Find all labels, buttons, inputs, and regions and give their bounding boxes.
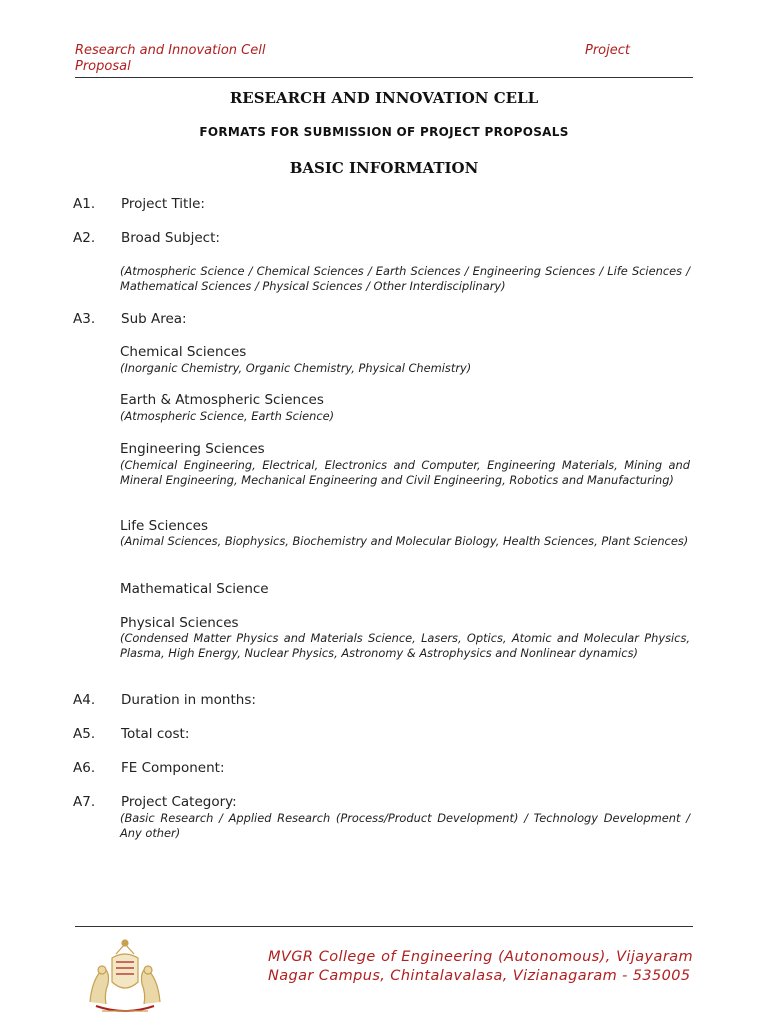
sub-area-title: Mathematical Science <box>120 581 269 597</box>
item-label: FE Component: <box>121 760 225 776</box>
header-left-continuation: Proposal <box>75 59 131 74</box>
item-label: Duration in months: <box>121 692 256 708</box>
header-right-text: Project <box>585 43 630 58</box>
formats-title: FORMATS FOR SUBMISSION OF PROJECT PROPOSALS <box>199 125 569 139</box>
main-title: RESEARCH AND INNOVATION CELL <box>229 89 539 107</box>
sub-area-note: (Animal Sciences, Biophysics, Biochemistry and Molecular Biology, Health Sciences, Plant Sciences) <box>120 534 689 548</box>
item-label: Project Title: <box>121 196 205 212</box>
sub-area-note: (Chemical Engineering, Electrical, Electronics and Computer, Engineering Materials, Mining and Mineral Engineering, Mechanical Engineering and Civil Engineering, Robotics and Manufacturing) <box>120 458 690 487</box>
section-title: BASIC INFORMATION <box>289 159 479 177</box>
item-label: Broad Subject: <box>121 230 220 246</box>
broad-subject-note: (Atmospheric Science / Chemical Sciences / Earth Sciences / Engineering Sciences / Life Sciences / Mathematical Sciences / Physical Sciences / Other Interdisciplinary) <box>120 264 690 293</box>
item-number: A7. <box>73 794 96 810</box>
sub-area-title: Chemical Sciences <box>120 344 247 360</box>
item-number: A3. <box>73 311 96 327</box>
sub-area-note: (Condensed Matter Physics and Materials Science, Lasers, Optics, Atomic and Molecular Physics, Plasma, High Energy, Nuclear Physics, Astronomy & Astrophysics and Nonlinear dynamics) <box>120 631 690 660</box>
project-category-note: (Basic Research / Applied Research (Process/Product Development) / Technology Development / Any other) <box>120 811 690 840</box>
sub-area-title: Physical Sciences <box>120 615 239 631</box>
item-number: A4. <box>73 692 96 708</box>
footer-divider <box>75 926 693 927</box>
sub-area-note: (Atmospheric Science, Earth Science) <box>120 409 335 423</box>
footer-address: MVGR College of Engineering (Autonomous), Vijayaram Nagar Campus, Chintalavalasa, Vizianagaram - 535005 <box>268 949 693 984</box>
sub-area-title: Life Sciences <box>120 518 208 534</box>
sub-area-note: (Inorganic Chemistry, Organic Chemistry, Physical Chemistry) <box>120 361 472 375</box>
item-label: Project Category: <box>121 794 237 810</box>
item-label: Total cost: <box>121 726 190 742</box>
sub-area-title: Earth & Atmospheric Sciences <box>120 392 324 408</box>
sub-area-title: Engineering Sciences <box>120 441 265 457</box>
item-number: A5. <box>73 726 96 742</box>
item-number: A2. <box>73 230 96 246</box>
header-left-text: Research and Innovation Cell <box>75 43 266 58</box>
item-number: A6. <box>73 760 96 776</box>
page-header <box>75 43 693 78</box>
item-number: A1. <box>73 196 96 212</box>
college-emblem-icon <box>82 932 168 1018</box>
item-label: Sub Area: <box>121 311 187 327</box>
